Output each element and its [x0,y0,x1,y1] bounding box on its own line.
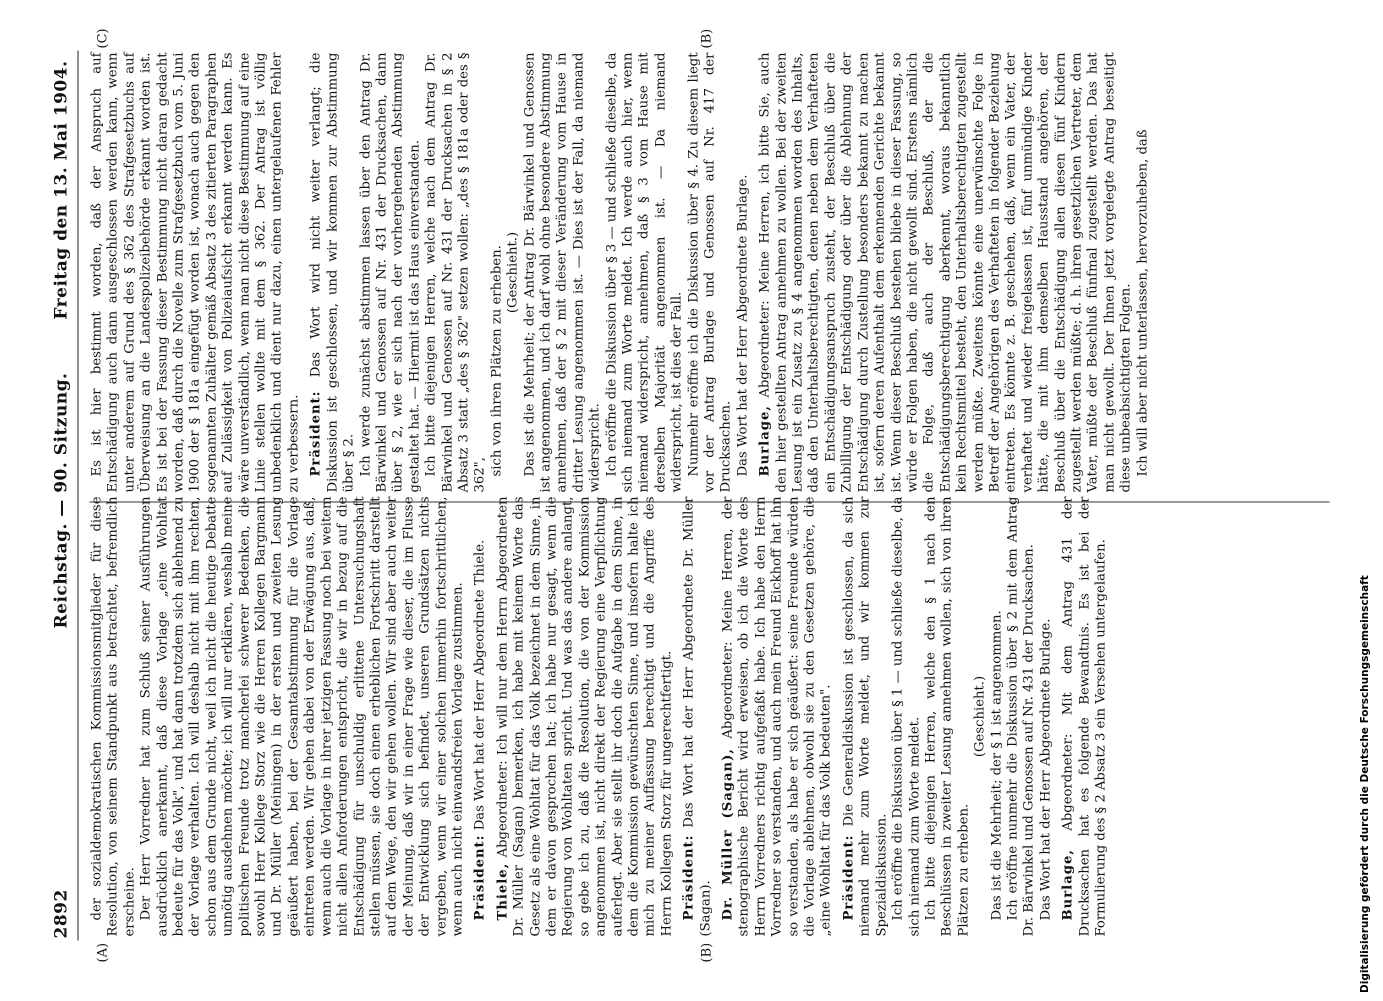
paragraph-text: Das Wort hat der Herr Abgeordnete Dr. Müller (Sagan). [681,496,714,937]
paragraph-text: Der Herr Vorredner hat zum Schluß seiner Ausführungen ausdrücklich anerkannt, daß diese Vorlage „eine Wohltat bedeute für das Volk", und hat dann trotzdem sich ablehnend zu der Vorlage verhalten. Ich will deshalb nicht mit ihm rechten, schon aus dem Grunde nicht, weil ich nicht die heutige Debatte unnötig ausdehnen möchte; ich will nur erklären, weshalb meine politischen Freunde trotz mancherlei schwerer Bedenken, die sowohl Herr Kollege Storz wie die Herren Kollegen Bargmann und Dr. Müller (Meiningen) in der ersten und zweiten Lesung geäußert haben, bei der Gesamtabstimmung für die Vorlage eintreten werden. Wir gehen dabei von der Erwägung aus, daß, wenn auch die Vorlage in ihrer jetzigen Fassung noch bei weitem nicht allen Anforderungen entspricht, die wir in bezug auf die Entschädigung für unschuldig erlittene Untersuchungshaft stellen müssen, sie doch einen erheblichen Fortschritt darstellt auf dem Wege, den wir gehen wollen. Wir sind aber auch weiter der Meinung, daß wir in einer Frage wie dieser, die im Flusse der Entwicklung sich befindet, unseren Grundsätzen nichts vergeben, wenn wir einer solchen immerhin fortschrittlichen, wenn auch nicht einwandsfreien Vorlage zustimmen. [138,496,466,937]
paragraph-text: Ich eröffne die Diskussion über § 1 — und schließe dieselbe, da sich niemand zum Worte meldet. [890,496,922,937]
paragraph [489,53,505,493]
session-title: Reichstag. — 90. Sitzung. [51,372,72,629]
paragraph-text: (Geschieht.) [505,231,521,314]
paragraph-text: Ich bitte diejenigen Herren, welche nach dem Antrag Dr. Bärwinkel und Genossen auf Nr. 431 der Drucksachen in § 2 Absatz 3 statt „des § 362" setzen wollen: „des § 181a oder des § 362", [423,52,488,493]
digitization-credit: Digitalisierung gefördert durch die Deutsche Forschungsgemeinschaft [1359,575,1371,993]
speaker-name: Präsident: [681,834,697,921]
header-rule [78,51,79,941]
paragraph [841,497,890,937]
paragraph [90,53,303,493]
paragraph [973,497,989,937]
paragraph-text: Das ist die Mehrheit; der § 1 ist angenommen. [989,610,1005,921]
paragraph [358,53,424,493]
paragraph-text: Es ist hier bestimmt worden, daß der Anspruch auf Entschädigung auch dann ausgeschlossen werden kann, wenn unter anderem auf Grund des § 362 des Strafgesetzbuchs auf Überweisung an die Landespolizeibehörde erkannt worden ist. Es ist bei der Fassung dieser Bestimmung nicht daran gedacht worden, daß durch die Novelle zum Strafgesetzbuch vom 5. Juni 1900 der § 181a eingefügt worden ist, wonach auch gegen den sogenannten Zuhälter gemäß Absatz 3 des zitierten Paragraphen auf Zulässigkeit von Polizeiaufsicht erkannt werden kann. Es wäre unverständlich, wenn man nicht diese Bestimmung auf eine Linie stellen wollte mit dem § 362. Der Antrag ist völlig unbedenklich und dient nur dazu, einen untergelaufenen Fehler zu verbessern. [89,52,302,493]
paragraph-text: Die Generaldiskussion ist geschlossen, da sich niemand mehr zum Worte meldet, und wir kommen zur Spezialdiskussion. [841,496,890,937]
paragraph-text: sich von ihren Plätzen zu erheben. [489,245,505,477]
paragraph-text: Ich werde zunächst abstimmen lassen über den Antrag Dr. Bärwinkel und Genossen auf Nr. 431 der Drucksachen, dann über § 2, wie er sich nach der vorhergehenden Abstimmung gestaltet hat. — Hiermit ist das Haus einverstanden. [358,52,423,493]
paragraph-text: Ich eröffne nunmehr die Diskussion über § 2 mit dem Antrag Dr. Bärwinkel und Genossen auf Nr. 431 der Drucksachen. [1005,496,1037,937]
paragraph [1061,497,1110,937]
paragraph [686,53,735,493]
paragraph [682,497,715,937]
paragraph-text: Ich will aber nicht unterlassen, hervorzuheben, daß [1135,129,1151,477]
document-page [0,1,1383,1001]
paragraph [735,53,751,493]
paragraph-text: Abgeordneter: Ich will nur dem Herrn Abgeordneten Dr. Müller (Sagan) bemerken, ich habe mit keinem Worte das Gesetz als eine Wohltat für das Volk bezeichnet in dem Sinne, in dem er davon gesprochen hat; ich habe nur gesagt, wenn die Regierung von Wohltaten spricht. Und was das andere anlangt, so gebe ich zu, daß die Resolution, die von der Kommission angenommen ist, nicht direkt der Regierung eine Verpflichtung auferlegt. Aber sie stellt ihr doch die Aufgabe in dem Sinne, in dem die Kommission gewünschten Sinne, und insofern halte ich mich zu meiner Auffassung berechtigt und die Angriffe des Herrn Kollegen Storz für ungerechtfertigt. [495,496,675,937]
paragraph-text: Nunmehr eröffne ich die Diskussion über § 4. Zu diesem liegt vor der Antrag Burlage und Genossen auf Nr. 417 der Drucksachen. [686,52,734,493]
paragraph [424,53,490,493]
speaker-name: Dr. Müller (Sagan), [720,748,736,921]
paragraph [522,53,604,493]
paragraph-text: Abgeordneter: Meine Herren, ich bitte Sie, auch den hier gestellten Antrag annehmen zu wollen. Bei der zweiten Lesung ist ein Zusatz zu § 4 angenommen worden des Inhalts, daß den Unterhaltsberechtigten, denen neben dem Verhafteten ein Entschädigungsanspruch zusteht, der Beschluß über die Zubilligung der Entschädigung oder über die Ablehnung der Entschädigung durch Zustellung besonders bekannt zu machen ist, sofern deren Aufenthalt dem erkennenden Gerichte bekannt ist. Wenn dieser Beschluß bestehen bliebe in dieser Fassung, so würde er Folgen haben, die nicht gewollt sind. Erstens nämlich die Folge, daß auch der Beschluß, der die Entschädigungsberechtigung aberkennt, woraus bekanntlich kein Rechtsmittel besteht, den Unterhaltsberechtigten zugestellt werden müßte. Zweitens könnte eine unerwünschte Folge in Betreff der Angehörigen des Verhafteten in folgender Beziehung eintreten. Es könnte z. B. geschehen, daß, wenn ein Vater, der verhaftet und wieder freigelassen ist, fünf unmündige Kinder hätte, die mit ihm demselben Hausstand angehören, der Beschluß über die Entschädigung allen diesen fünf Kindern zugestellt werden müßte; d. h. ihren gesetzlichen Vertreter, dem Vater, müßte der Beschluß fünfmal zugestellt werden. Das hat man nicht gewollt. Der Ihnen jetzt vorgelegte Antrag beseitigt diese unbeabsichtigten Folgen. [757,52,1134,493]
margin-mark-b-left: (B) [699,942,715,963]
page-number: 2892 [51,889,72,939]
paragraph-text: Abgeordneter: Meine Herren, der stenographische Bericht wird erweisen, ob ich die Worte des Herrn Vorredners richtig aufgefaßt habe. Ich habe den Herrn Vorredner so verstanden, und auch mein Freund Eickhoff hat ihn so verstanden, als habe er sich geäußert: seine Freunde würden die Vorlage ablehnen, obwohl sie zu den Gesetzen gehöre, die „eine Wohltat für das Volk bedeuten". [720,496,834,937]
paragraph [604,53,686,493]
column-divider [90,502,1330,503]
paragraph-text: Das Wort hat der Herr Abgeordnete Thiele. [472,539,488,831]
paragraph [473,497,489,937]
session-date: Freitag den 13. Mai 1904. [51,60,72,320]
paragraph [139,497,467,937]
speaker-name: Präsident: [308,390,324,477]
paragraph [1005,497,1038,937]
speaker-name: Burlage, [757,405,773,477]
paragraph-text: Das Wort wird nicht weiter verlangt; die Diskussion ist geschlossen, und wir kommen zur Abstimmung über § 2. [308,52,357,493]
margin-mark-a: (A) [95,942,111,963]
margin-mark-b-right: (B) [699,28,715,49]
paragraph [1038,497,1054,937]
right-column [90,53,1152,493]
paragraph [90,497,139,937]
paragraph-text: Ich eröffne die Diskussion über § 3 — und schließe dieselbe, da sich niemand zum Worte meldet. Ich werde auch hier, wenn niemand widerspricht, annehmen, daß § 3 vom Hause mit derselben Majorität angenommen ist. — Da niemand widerspricht, ist dies der Fall. [604,52,685,493]
left-column [90,497,1110,937]
paragraph [891,497,924,937]
paragraph [495,497,675,937]
paragraph [923,497,972,937]
paragraph [721,497,836,937]
paragraph [506,53,522,493]
speaker-name: Präsident: [472,834,488,921]
paragraph [1135,53,1151,493]
paragraph-text: Abgeordneter: Mit dem Antrag 431 der Drucksachen hat es folgende Bewandtnis. Es ist bei der Formulierung des § 2 Absatz 3 ein Versehen untergelaufen. [1060,496,1109,937]
paragraph [309,53,358,493]
speaker-name: Präsident: [841,834,857,921]
paragraph-text: der sozialdemokratischen Kommissionsmitglieder für diese Resolution, von seinem Standpunkt aus betrachtet, befremdlich erscheine. [89,496,138,937]
paragraph-text: Das Wort hat der Herr Abgeordnete Burlage. [735,174,751,477]
speaker-name: Burlage, [1060,849,1076,921]
paragraph-text: Das ist die Mehrheit; der Antrag Dr. Bärwinkel und Genossen ist angenommen, und ich darf wohl ohne besondere Abstimmung annehmen, daß der § 2 mit dieser Veränderung vom Hause in dritter Lesung angenommen ist. — Dies ist der Fall, da niemand widerspricht. [522,52,603,493]
margin-mark-c: (C) [95,28,111,49]
speaker-name: Thiele, [495,862,511,921]
paragraph [758,53,1135,493]
paragraph-text: Ich bitte diejenigen Herren, welche den § 1 nach den Beschlüssen in zweiter Lesung annehmen wollen, sich von ihren Plätzen zu erheben. [923,496,972,937]
paragraph-text: Das Wort hat der Herr Abgeordnete Burlage. [1038,618,1054,921]
paragraph-text: (Geschieht.) [972,675,988,758]
paragraph [989,497,1005,937]
